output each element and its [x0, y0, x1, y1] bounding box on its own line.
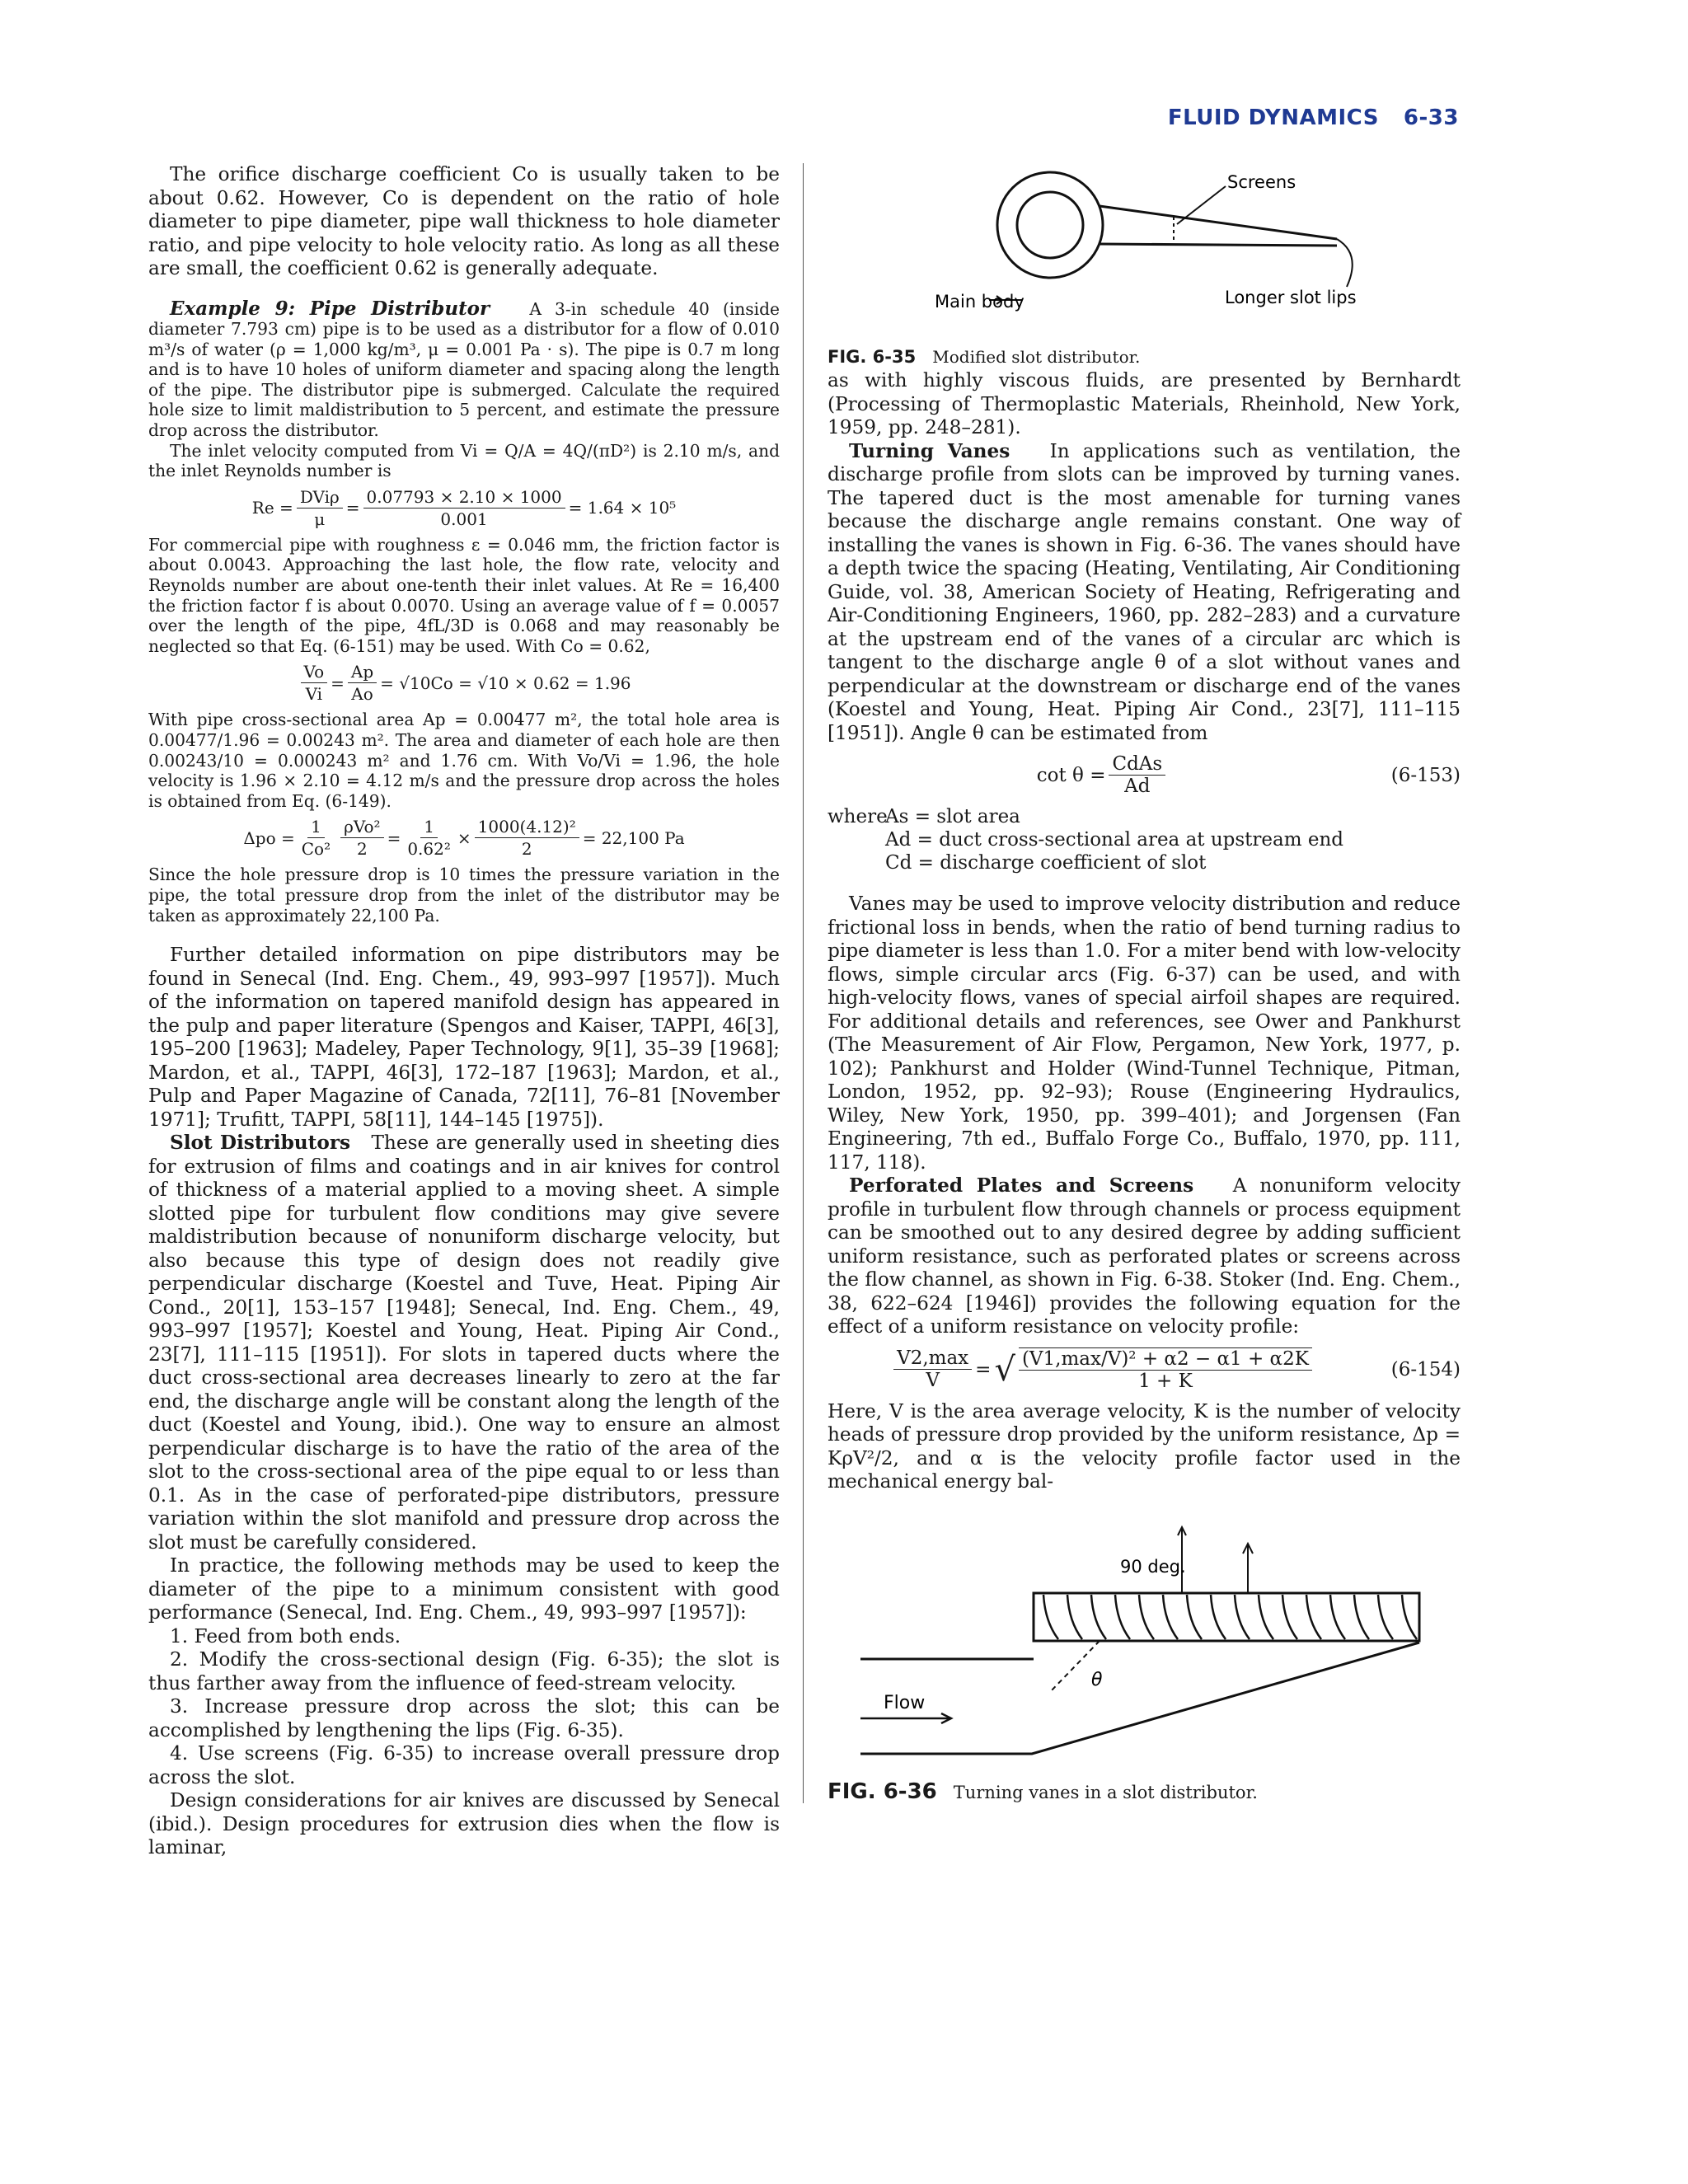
where-key: [828, 828, 885, 851]
eq-sign: =: [331, 673, 345, 693]
equation-number: (6-154): [1390, 1358, 1461, 1380]
vane: [1306, 1595, 1321, 1639]
eq-rhs: = 1.64 × 10⁵: [568, 498, 677, 518]
eq-num: 1000(4.12)²: [475, 816, 579, 838]
eq-den: Co²: [301, 839, 331, 860]
vane: [1139, 1595, 1154, 1639]
vane: [1235, 1595, 1250, 1639]
figure-caption: [828, 347, 1140, 367]
figure-caption-text: Turning vanes in a slot distributor.: [953, 1782, 1258, 1802]
eq-sign: ×: [457, 827, 471, 848]
turning-vanes-diagram: [828, 1511, 1461, 1766]
eq-num: Ap: [348, 661, 377, 683]
vane: [1043, 1595, 1058, 1639]
vane: [1259, 1595, 1273, 1639]
ninety-degree-label: 90 deg.: [1120, 1556, 1186, 1577]
lower-lip: [1100, 244, 1337, 246]
list-item: 3. Increase pressure drop across the slot; this can be accomplished by lengthening the lips (Fig. 6-35).: [148, 1695, 780, 1741]
outer-body-circle: [997, 172, 1103, 278]
left-column: [148, 163, 780, 1860]
sqrt-icon: √: [994, 1350, 1015, 1389]
eq-num: 1: [307, 816, 325, 838]
list-item: 4. Use screens (Fig. 6-35) to increase overall pressure drop across the slot.: [148, 1742, 780, 1788]
modified-slot-distributor-diagram: [828, 163, 1461, 328]
vane: [1091, 1595, 1106, 1639]
example-text-3: For commercial pipe with roughness ε = 0.046 mm, the friction factor is about 0.0043. Approaching the last hole, the flow rate, velocity and Reynolds number are about one-tenth their inlet values. At Re = 16,400 the friction factor f is about 0.0070. Using an average value of f = 0.0057 over the length of the pipe, 4fL/3D is 0.068 and may reasonably be neglected so that Eq. (6-151) may be used. With Co = 0.62,: [148, 534, 780, 656]
intro-paragraph: The orifice discharge coefficient Co is usually taken to be about 0.62. However, Co is dependent on the ratio of hole diameter to pipe diameter, pipe wall thickness to hole diameter ratio, and pipe velocity to hole velocity ratio. As long as all these are small, the coefficient 0.62 is generally adequate.: [148, 163, 780, 279]
figure-caption-text: Modified slot distributor.: [932, 347, 1141, 367]
continuation-paragraph: as with highly viscous fluids, are presented by Bernhardt (Processing of Thermoplastic Materials, Rheinhold, New York, 1959, pp. 248–281).: [828, 369, 1461, 438]
eq-rhs: = 22,100 Pa: [582, 827, 685, 848]
here-paragraph: Here, V is the area average velocity, K is the number of velocity heads of pressure drop provided by the uniform resistance, Δp = KρV²/2, and α is the velocity profile factor used in the mechanical energy bal-: [828, 1399, 1461, 1493]
eq-rhs: = √10Co = √10 × 0.62 = 1.96: [380, 673, 631, 693]
column-divider: [803, 163, 804, 1803]
running-header: [1168, 105, 1459, 130]
vane: [1402, 1595, 1417, 1639]
perforated-plates-heading: Perforated Plates and Screens: [849, 1174, 1194, 1197]
where-list: [828, 805, 1461, 874]
eq-num: DViρ: [297, 486, 343, 509]
vane: [1330, 1595, 1345, 1639]
eq-den: 2: [356, 839, 368, 860]
where-key: [828, 851, 885, 874]
eq-lhs: Re =: [251, 498, 293, 518]
where-value: Cd = discharge coefficient of slot: [885, 852, 1207, 874]
where-key: where: [828, 806, 888, 827]
where-row: [828, 805, 1461, 828]
equation-6-153: [828, 753, 1461, 797]
vane: [1067, 1595, 1082, 1639]
eq-lhs: Δpo =: [243, 827, 295, 848]
slot-distributors-heading: Slot Distributors: [170, 1132, 351, 1155]
eq-num: 1: [420, 816, 438, 838]
example-title: Example 9: Pipe Distributor: [170, 297, 490, 320]
eq-sign: =: [975, 1358, 992, 1380]
upper-lip: [1100, 206, 1337, 239]
example-text-1: A 3-in schedule 40 (inside diameter 7.793 cm) pipe is to be used as a distributor for a flow of 0.010 m³/s of water (ρ = 1,000 kg/m³, μ = 0.001 Pa · s). The pipe is 0.7 m long and is to have 10 holes of uniform diameter and spacing along the length of the pipe. The distributor pipe is submerged. Calculate the required hole size to limit maldistribution to 5 percent, and estimate the pressure drop across the distributor.: [148, 298, 780, 441]
turning-vanes-text: In applications such as ventilation, the discharge profile from slots can be improved by turning vanes. The tapered duct is the most amenable for turning vanes because the discharge angle remains constant. One way of installing the vanes is shown in Fig. 6-36. The vanes should have a depth twice the spacing (Heating, Ventilating, Air Conditioning Guide, vol. 38, American Society of Heating, Refrigerating and Air-Conditioning Engineers, 1960, pp. 282–283) and a curvature at the upstream end of the vanes of a circular arc which is tangent to the discharge angle θ of a slot without vanes and perpendicular at the downstream or discharge end of the vanes (Koestel and Young, Heat. Piping Air Cond., 23[7], 111–115 [1951]). Angle θ can be estimated from: [828, 439, 1461, 744]
vane: [1282, 1595, 1297, 1639]
figure-6-35: [828, 163, 1461, 369]
example-text-5: Since the hole pressure drop is 10 times the pressure variation in the pipe, the total pressure drop from the inlet of the distributor may be taken as approximately 22,100 Pa.: [148, 865, 780, 926]
vane: [1187, 1595, 1202, 1639]
eq-den: Ao: [351, 684, 373, 705]
theta-label: θ: [1091, 1669, 1103, 1690]
example-text-4: With pipe cross-sectional area Ap = 0.00477 m², the total hole area is 0.00477/1.96 = 0.00243 m². The area and diameter of each hole are then 0.00243/10 = 0.000243 m² and 1.76 cm. With Vo/Vi = 1.96, the hole velocity is 1.96 × 2.10 = 4.12 m/s and the pressure drop across the holes is obtained from Eq. (6-149).: [148, 710, 780, 811]
where-value: As = slot area: [885, 806, 1020, 827]
equation-number: (6-153): [1390, 764, 1461, 786]
eq-sign: =: [345, 498, 360, 518]
vane: [1378, 1595, 1393, 1639]
eq-num: CdAs: [1109, 753, 1165, 776]
eq-sign: =: [387, 827, 401, 848]
figure-6-36: [828, 1511, 1461, 1807]
velocity-ratio-equation: [148, 661, 780, 705]
eq-num: ρVo²: [340, 816, 383, 838]
eq-den: Vi: [305, 684, 323, 705]
vane: [1115, 1595, 1130, 1639]
example-text-2: The inlet velocity computed from Vi = Q/A = 4Q/(πD²) is 2.10 m/s, and the inlet Reynolds number is: [148, 440, 780, 481]
eq-num: 0.07793 × 2.10 × 1000: [363, 486, 565, 509]
slot-distributors-text: These are generally used in sheeting dies for extrusion of films and coatings and in air knives for control of thickness of a material applied to a moving sheet. A simple slotted pipe for turbulent flow conditions may give severe maldistribution because of nonuniform discharge velocity, but also because this type of design does not readily give perpendicular discharge (Koestel and Tuve, Heat. Piping Air Cond., 20[1], 153–157 [1948]; Senecal, Ind. Eng. Chem., 49, 993–997 [1957]; Koestel and Young, Heat. Piping Air Cond., 23[7], 111–115 [1951]). For slots in tapered ducts where the duct cross-sectional area decreases linearly to zero at the far end, the discharge angle will be constant along the length of the duct (Koestel and Young, ibid.). One way to ensure an almost perpendicular discharge is to have the ratio of the area of the slot to the cross-sectional area of the pipe equal to or less than 0.1. As in the case of perforated-pipe distributors, pressure variation within the slot manifold and pressure drop across the slot must be carefully considered.: [148, 1132, 780, 1554]
longer-lips-label: Longer slot lips: [1225, 288, 1357, 307]
flow-label: Flow: [884, 1692, 926, 1713]
screens-leader: [1177, 186, 1226, 224]
reynolds-equation: [148, 486, 780, 530]
perforated-plates-text: A nonuniform velocity profile in turbulent flow through channels or process equipment can be smoothed out to any desired degree by adding sufficient uniform resistance, such as perforated plates or screens across the flow channel, as shown in Fig. 6-38. Stoker (Ind. Eng. Chem., 38, 622–624 [1946]) provides the following equation for the effect of a uniform resistance on velocity profile:: [828, 1174, 1461, 1338]
eq-den: 0.001: [440, 509, 488, 529]
where-row: [828, 851, 1461, 874]
figure-caption: [828, 1779, 1258, 1804]
turning-vanes-heading: Turning Vanes: [849, 439, 1010, 462]
eq-lhs: cot θ =: [1036, 764, 1106, 786]
eq-den: 0.62²: [407, 839, 451, 860]
vane: [1354, 1595, 1369, 1639]
eq-den: 2: [521, 839, 532, 860]
vane-arcs: [1043, 1595, 1417, 1639]
where-value: Ad = duct cross-sectional area at upstream end: [885, 829, 1344, 851]
eq-num: Vo: [301, 661, 328, 683]
where-row: [828, 828, 1461, 851]
list-item: 1. Feed from both ends.: [170, 1624, 401, 1647]
equation-6-154: [828, 1347, 1461, 1392]
eq-den: Ad: [1124, 776, 1151, 797]
figure-label: FIG. 6-36: [828, 1779, 937, 1804]
eq-num: (V1,max/V)² + α2 − α1 + α2K: [1019, 1348, 1312, 1371]
screens-label: Screens: [1227, 172, 1296, 192]
section-title: FLUID DYNAMICS: [1167, 105, 1379, 130]
further-info-paragraph: Further detailed information on pipe distributors may be found in Senecal (Ind. Eng. Chem., 49, 993–997 [1957]). Much of the information on tapered manifold design has appeared in the pulp and paper literature (Spengos and Kaiser, TAPPI, 46[3], 195–200 [1963]; Madeley, Paper Technology, 9[1], 35–39 [1968]; Mardon, et al., TAPPI, 46[3], 172–187 [1963]; Mardon, et al., Pulp and Paper Magazine of Canada, 72[11], 76–81 [November 1971]; Trufitt, TAPPI, 58[11], 144–145 [1975]).: [148, 944, 780, 1131]
example-block: [148, 299, 780, 926]
vanes-paragraph: Vanes may be used to improve velocity distribution and reduce frictional loss in bends, when the ratio of bend turning radius to pipe diameter is less than 1.0. For a miter bend with low-velocity flows, simple circular arcs (Fig. 6-37) can be used, and with high-velocity flows, vanes of special airfoil shapes are required. For additional details and references, see Ower and Pankhurst (The Measurement of Air Flow, Pergamon, New York, 1977, p. 102); Pankhurst and Holder (Wind-Tunnel Technique, Pitman, London, 1952, pp. 92–93); Rouse (Engineering Hydraulics, Wiley, New York, 1950, pp. 399–401); and Jorgensen (Fan Engineering, 7th ed., Buffalo Forge Co., Buffalo, 1970, pp. 111, 117, 118).: [828, 893, 1461, 1174]
eq-den: μ: [314, 509, 326, 529]
list-item: 2. Modify the cross-sectional design (Fig. 6-35); the slot is thus farther away from the influence of feed-stream velocity.: [148, 1648, 780, 1694]
page-number: 6-33: [1403, 105, 1459, 130]
lips-arc: [1337, 239, 1353, 287]
practice-paragraph: In practice, the following methods may be used to keep the diameter of the pipe to a minimum consistent with good performance (Senecal, Ind. Eng. Chem., 49, 993–997 [1957]):: [148, 1554, 780, 1624]
vane: [1211, 1595, 1226, 1639]
main-body-label: Main body: [935, 292, 1025, 312]
vane: [1163, 1595, 1178, 1639]
design-paragraph: Design considerations for air knives are discussed by Senecal (ibid.). Design procedures for extrusion dies when the flow is laminar,: [148, 1789, 780, 1859]
pressure-drop-equation: [148, 816, 780, 860]
eq-num: V2,max: [893, 1347, 972, 1370]
inner-bore-circle: [1017, 192, 1083, 258]
figure-label: FIG. 6-35: [828, 347, 917, 367]
eq-den: 1 + K: [1138, 1370, 1193, 1392]
right-column: [828, 163, 1461, 1807]
eq-den: V: [926, 1370, 940, 1391]
